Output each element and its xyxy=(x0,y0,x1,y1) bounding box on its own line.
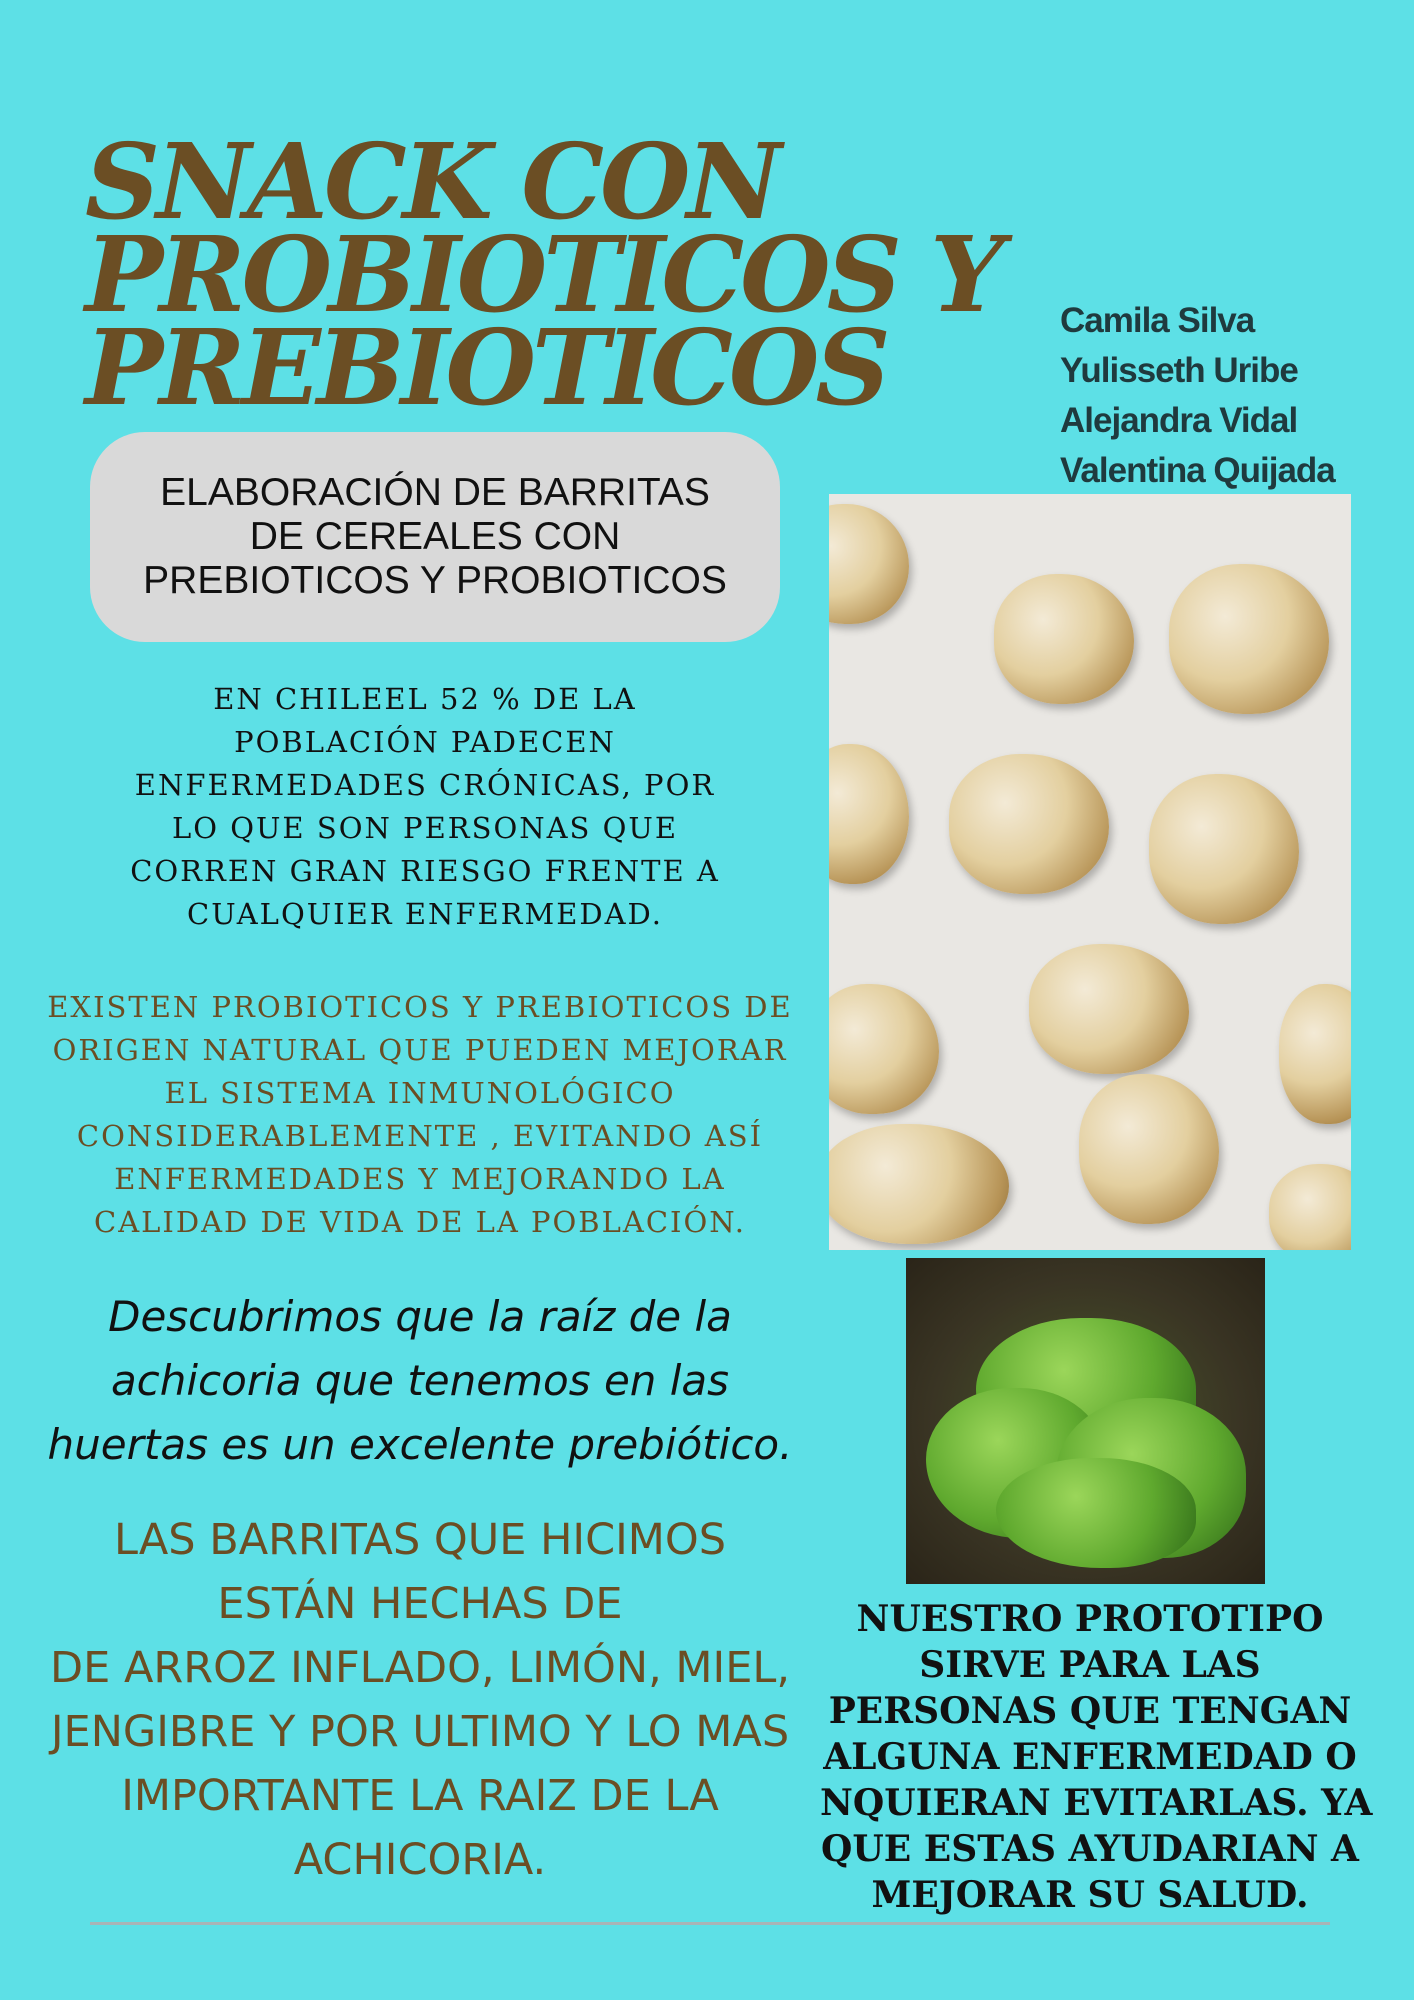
text-line: EXISTEN PROBIOTICOS Y PREBIOTICOS DE xyxy=(47,990,793,1024)
text-line: CORREN GRAN RIESGO FRENTE A xyxy=(130,854,720,888)
text-line: LO QUE SON PERSONAS QUE xyxy=(171,811,679,845)
cereal-bar xyxy=(1269,1164,1351,1250)
text-line: DE ARROZ INFLADO, LIMÓN, MIEL, xyxy=(50,1643,790,1693)
cereal-bar xyxy=(1169,564,1329,714)
text-line: SIRVE PARA LAS xyxy=(919,1644,1261,1686)
text-line: ALGUNA ENFERMEDAD O xyxy=(823,1736,1357,1778)
poster-title xyxy=(85,120,1025,429)
cereal-bars-photo xyxy=(829,494,1351,1250)
cereal-bar xyxy=(1279,984,1351,1124)
text-line: achicoria que tenemos en las xyxy=(110,1356,730,1405)
text-line: PERSONAS QUE TENGAN xyxy=(828,1690,1352,1732)
author-name: Camila Silva xyxy=(1060,301,1255,340)
text-line: ORIGEN NATURAL QUE PUEDEN MEJORAR xyxy=(52,1033,788,1067)
author-name: Valentina Quijada xyxy=(1060,451,1335,490)
cereal-bar xyxy=(829,984,939,1114)
text-line: EL SISTEMA INMUNOLÓGICO xyxy=(164,1076,676,1110)
text-line: CUALQUIER ENFERMEDAD. xyxy=(187,897,663,931)
text-line: EN CHILEEL 52 % DE LA xyxy=(213,682,637,716)
text-line: LAS BARRITAS QUE HICIMOS xyxy=(113,1515,727,1565)
cereal-bar xyxy=(829,504,909,624)
subtitle-line: PREBIOTICOS Y PROBIOTICOS xyxy=(143,559,727,602)
text-line: JENGIBRE Y POR ULTIMO Y LO MAS xyxy=(50,1707,790,1757)
subtitle-line: ELABORACIÓN DE BARRITAS xyxy=(160,471,710,514)
cereal-bar xyxy=(1079,1074,1219,1224)
text-line: NUESTRO PROTOTIPO xyxy=(856,1598,1324,1640)
text-line: huertas es un excelente prebiótico. xyxy=(47,1420,793,1469)
cereal-bar xyxy=(829,1124,1009,1244)
cereal-bar xyxy=(994,574,1134,704)
paragraph-natural-probiotics xyxy=(30,986,810,1244)
title-line: SNACK CON xyxy=(85,120,778,243)
text-line: ENFERMEDADES CRÓNICAS, POR xyxy=(134,768,716,802)
cereal-bar xyxy=(1029,944,1189,1074)
cereal-bar xyxy=(1149,774,1299,924)
title-line: PROBIOTICOS Y xyxy=(85,213,1001,336)
chicory-leaf xyxy=(996,1458,1196,1568)
text-line: ACHICORIA. xyxy=(293,1835,547,1885)
paragraph-prototype xyxy=(820,1596,1373,1918)
author-list xyxy=(1060,296,1335,496)
paragraph-chronic-disease xyxy=(80,678,770,936)
text-line: CALIDAD DE VIDA DE LA POBLACIÓN. xyxy=(94,1205,746,1239)
text-line: IMPORTANTE LA RAIZ DE LA xyxy=(121,1771,719,1821)
author-name: Alejandra Vidal xyxy=(1060,401,1298,440)
title-line: PREBIOTICOS xyxy=(85,306,887,429)
text-line: Descubrimos que la raíz de la xyxy=(108,1292,732,1341)
author-name: Yulisseth Uribe xyxy=(1060,351,1298,390)
text-line: POBLACIÓN PADECEN xyxy=(234,725,616,759)
text-line: QUE ESTAS AYUDARIAN A xyxy=(821,1828,1359,1870)
paragraph-chicory-discovery xyxy=(30,1285,810,1477)
cereal-bar xyxy=(949,754,1109,894)
text-line: NQUIERAN EVITARLAS. YA xyxy=(820,1782,1373,1824)
text-line: CONSIDERABLEMENTE , EVITANDO ASÍ xyxy=(76,1119,764,1153)
cereal-bar xyxy=(829,744,909,884)
text-line: MEJORAR SU SALUD. xyxy=(871,1874,1309,1916)
text-line: ESTÁN HECHAS DE xyxy=(217,1579,623,1629)
paragraph-ingredients xyxy=(20,1508,820,1892)
subtitle-box xyxy=(90,432,780,642)
text-line: ENFERMEDADES Y MEJORANDO LA xyxy=(114,1162,726,1196)
bottom-divider xyxy=(90,1922,1330,1925)
chicory-plant-photo xyxy=(906,1258,1265,1584)
subtitle-line: DE CEREALES CON xyxy=(249,515,621,558)
